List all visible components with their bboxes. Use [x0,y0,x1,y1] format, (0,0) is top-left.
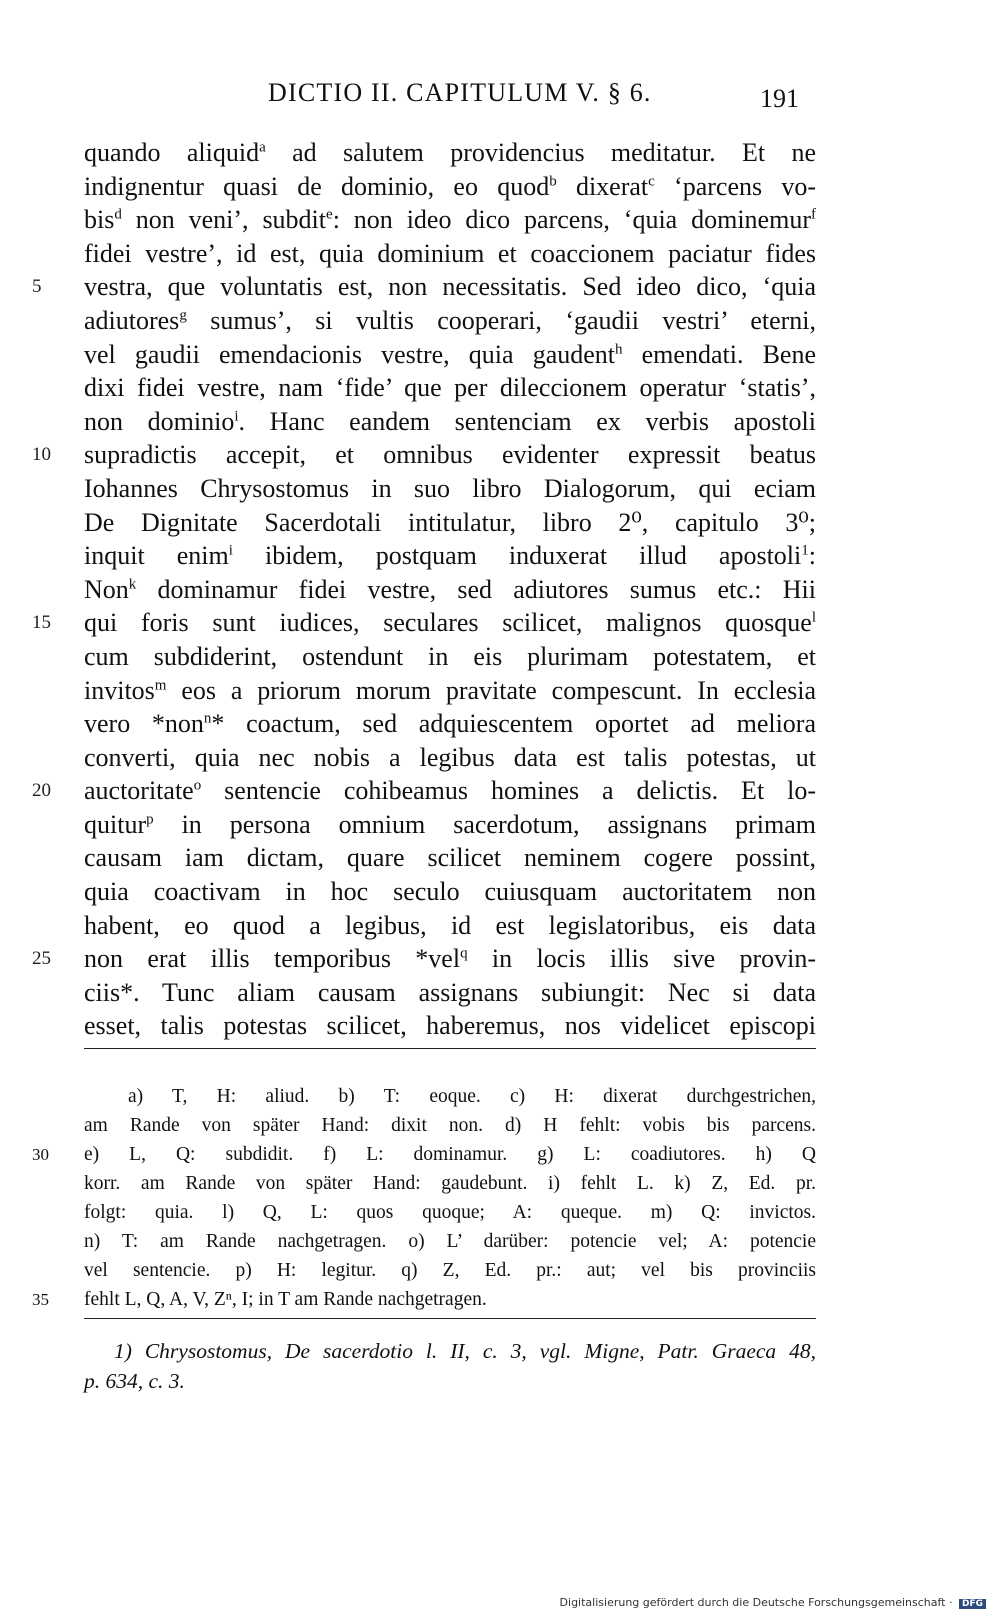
footnote-marker: i [234,408,239,425]
apparatus-line-number: 30 [32,1145,49,1164]
footnote-marker: d [114,206,122,223]
text-line: De Dignitate Sacerdotali intitulatur, libro 2⁰, capitulo 3⁰; [84,507,816,537]
text-line: inquit enim$^i$ ibidem, postquam induxerat illud apostoli$^1$: [84,541,816,571]
margin-line-number: 20 [32,780,51,802]
text-line: Iohannes Chrysostomus in suo libro Dialogorum, qui eciam [84,473,816,503]
text-line: invitos$^m$ eos a priorum morum pravitate compescunt. In ecclesia [84,675,816,705]
footnote-marker: m [154,676,167,693]
footnote-marker: 1 [801,542,809,559]
page-header [0,78,1000,118]
text-line: fidei vestre’, id est, quia dominium et coaccionem paciatur fides [84,238,816,268]
text-line: supradictis accepit, et omnibus evidenter expressit beatus [84,440,816,470]
text-line: quitur$^p$ in persona omnium sacerdotum, assignans primam [84,809,816,839]
text-line: dixi fidei vestre, nam ‘fide’ que per dileccionem operatur ‘statis’, [84,373,816,403]
main-text [84,136,816,1043]
source-references [84,1336,816,1396]
page-number: 191 [760,84,799,113]
margin-line-number: 10 [32,444,51,466]
text-line: quando aliquid$^a$ ad salutem providencius meditatur. Et ne [84,138,816,167]
footnote-marker: l [811,609,816,626]
footnote-marker: e [326,206,333,223]
text-line: converti, quia nec nobis a legibus data est talis potestas, ut [84,742,816,772]
text-line: non erat illis temporibus *vel$^q$ in locis illis sive provin- [84,944,816,974]
reference-line: 1) Chrysostomus, De sacerdotio l. II, c. 3, vgl. Migne, Patr. Graeca 48, [114,1339,816,1363]
text-line: cum subdiderint, ostendunt in eis plurimam potestatem, et [84,641,816,671]
footnote-marker: p [146,811,154,828]
digitization-credit: Digitalisierung gefördert durch die Deutsche Forschungsgemeinschaft · DFG [560,1596,986,1609]
running-head: DICTIO II. CAPITULUM V. § 6. [268,78,652,107]
text-line: Non$^k$ dominamur fidei vestre, sed adiutores sumus etc.: Hii [84,574,816,604]
margin-line-number: 15 [32,612,51,634]
apparatus-line: n) T: am Rande nachgetragen. o) L’ darüber: potencie vel; A: potencie [84,1231,816,1252]
footnote-marker: n [203,710,212,727]
text-line: esset, talis potestas scilicet, haberemus, nos videlicet episcopi [84,1011,816,1041]
text-line: vestra, que voluntatis est, non necessitatis. Sed ideo dico, ‘quia [84,272,816,302]
footnote-marker: i [228,542,233,559]
text-line: auctoritate$^o$ sentencie cohibeamus homines a delictis. Et lo- [84,776,816,806]
apparatus-line: a) T, H: aliud. b) T: eoque. c) H: dixerat durchgestrichen, [128,1086,816,1107]
footnote-marker: c [648,172,655,189]
apparatus-line: korr. am Rande von später Hand: gaudebunt. i) fehlt L. k) Z, Ed. pr. [84,1173,816,1194]
apparatus-line: fehlt L, Q, A, V, Zⁿ, I; in T am Rande nachgetragen. [84,1289,487,1310]
reference-line: p. 634, c. 3. [84,1369,185,1393]
footnote-marker: k [128,576,137,593]
apparatus-divider [84,1048,816,1049]
text-line: vel gaudii emendacionis vestre, quia gaudent$^h$ emendati. Bene [84,339,816,369]
dfg-logo: DFG [959,1599,986,1609]
margin-line-number: 5 [32,276,42,298]
footnote-marker: a [259,139,266,156]
text-line: qui foris sunt iudices, seculares scilicet, malignos quosque$^l$ [84,608,816,638]
text-line: vero *non$^n$* coactum, sed adquiescentem oportet ad meliora [84,709,817,739]
text-line: causam iam dictam, quare scilicet neminem cogere possint, [84,843,816,873]
text-line: adiutores$^g$ sumus’, si vultis cooperari, ‘gaudii vestri’ eterni, [84,305,816,335]
credit-text: Digitalisierung gefördert durch die Deutsche Forschungsgemeinschaft [559,1596,946,1609]
references-divider [84,1318,816,1319]
apparatus-line: am Rande von später Hand: dixit non. d) H fehlt: vobis bis parcens. [84,1115,816,1136]
margin-line-number: 25 [32,948,51,970]
text-line: bis$^d$ non veni’, subdit$^e$: non ideo dico parcens, ‘quia dominemur$^f$ [84,205,816,235]
footnote-marker: o [193,777,202,794]
apparatus-line: e) L, Q: subdidit. f) L: dominamur. g) L: coadiutores. h) Q [84,1144,816,1165]
text-line: quia coactivam in hoc seculo cuiusquam auctoritatem non [84,877,816,907]
footnote-marker: b [549,172,557,189]
footnote-marker: h [615,340,623,357]
footnote-marker: g [179,307,187,324]
text-line: habent, eo quod a legibus, id est legislatoribus, eis data [84,910,816,940]
footnote-marker: q [460,945,468,962]
footnote-marker: f [810,206,816,223]
apparatus-line: vel sentencie. p) H: legitur. q) Z, Ed. pr.: aut; vel bis provinciis [84,1260,816,1281]
text-line: indignentur quasi de dominio, eo quod$^b$ dixerat$^c$ ‘parcens vo- [84,171,817,201]
apparatus-line: folgt: quia. l) Q, L: quos quoque; A: queque. m) Q: invictos. [84,1202,816,1223]
text-line: ciis*. Tunc aliam causam assignans subiungit: Nec si data [84,977,816,1007]
critical-apparatus [84,1082,816,1314]
apparatus-line-number: 35 [32,1290,49,1309]
text-line: non dominio$^i$. Hanc eandem sentenciam ex verbis apostoli [84,406,816,436]
